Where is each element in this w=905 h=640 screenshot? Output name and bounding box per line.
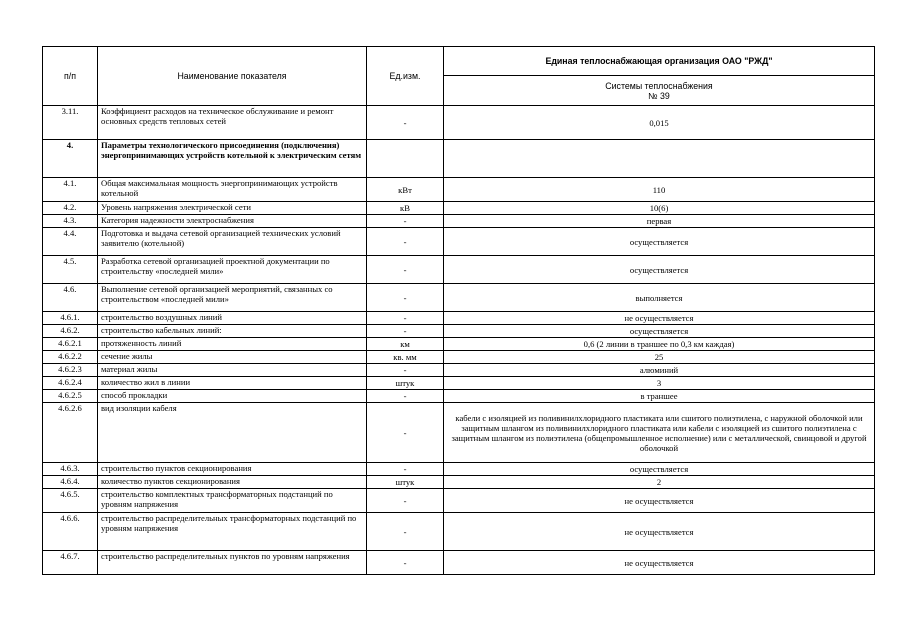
table-row xyxy=(43,228,875,256)
row-name: строительство пунктов секционирования xyxy=(98,463,367,476)
row-name: Выполнение сетевой организацией мероприятий, связанных со строительством «последней мили» xyxy=(98,284,367,312)
row-name: строительство распределительных пунктов по уровням напряжения xyxy=(98,551,367,575)
table-row xyxy=(43,312,875,325)
table-row xyxy=(43,106,875,140)
table-row xyxy=(43,215,875,228)
row-name: строительство распределительных трансформаторных подстанций по уровням напряжения xyxy=(98,513,367,551)
row-name: вид изоляции кабеля xyxy=(98,403,367,463)
row-value: осуществляется xyxy=(444,256,875,284)
row-unit: кв. мм xyxy=(367,351,444,364)
row-num: 4.1. xyxy=(43,178,98,202)
row-unit: - xyxy=(367,312,444,325)
row-unit: кВт xyxy=(367,178,444,202)
row-unit: - xyxy=(367,106,444,140)
table-row xyxy=(43,463,875,476)
table-row xyxy=(43,202,875,215)
row-num: 4.6. xyxy=(43,284,98,312)
row-unit: - xyxy=(367,256,444,284)
row-num: 4.2. xyxy=(43,202,98,215)
row-value: выполняется xyxy=(444,284,875,312)
row-unit: - xyxy=(367,489,444,513)
indicators-table xyxy=(42,46,875,575)
row-value: не осуществляется xyxy=(444,489,875,513)
row-num: 4.3. xyxy=(43,215,98,228)
table-row xyxy=(43,338,875,351)
row-num: 4.6.2.5 xyxy=(43,390,98,403)
row-unit: км xyxy=(367,338,444,351)
row-value: алюминий xyxy=(444,364,875,377)
row-unit xyxy=(367,140,444,178)
table-row xyxy=(43,178,875,202)
row-value: не осуществляется xyxy=(444,551,875,575)
row-unit: штук xyxy=(367,476,444,489)
row-num: 4. xyxy=(43,140,98,178)
header-system-line1: Системы теплоснабжения xyxy=(605,80,713,91)
row-value: кабели с изоляцией из поливинилхлоридного пластиката или сшитого полиэтилена, с наружной оболочкой или защитным шлангом из поливинилхлоридного пластиката или кабели с изоляцией из сшитого полиэтилена с защитным шлангом из полиэтилена (общепромышленное исполнение) или с металлической, свинцовой и другой оболочкой xyxy=(444,403,875,463)
table-row xyxy=(43,403,875,463)
row-value: осуществляется xyxy=(444,463,875,476)
row-num: 3.11. xyxy=(43,106,98,140)
row-num: 4.6.2.6 xyxy=(43,403,98,463)
row-value: первая xyxy=(444,215,875,228)
row-unit: - xyxy=(367,551,444,575)
table-row xyxy=(43,489,875,513)
table-row xyxy=(43,284,875,312)
table-row xyxy=(43,140,875,178)
row-name: протяженность линий xyxy=(98,338,367,351)
table-row xyxy=(43,325,875,338)
row-value: в траншее xyxy=(444,390,875,403)
row-num: 4.6.2.3 xyxy=(43,364,98,377)
row-name: Параметры технологического присоединения (подключения) энергопринимающих устройств котельной к электрическим сетям xyxy=(98,140,367,178)
row-value: 110 xyxy=(444,178,875,202)
row-unit: - xyxy=(367,284,444,312)
row-unit: - xyxy=(367,463,444,476)
row-value: 10(6) xyxy=(444,202,875,215)
row-unit: - xyxy=(367,325,444,338)
row-name: Разработка сетевой организацией проектной документации по строительству «последней мили» xyxy=(98,256,367,284)
row-value: не осуществляется xyxy=(444,312,875,325)
row-unit: - xyxy=(367,228,444,256)
header-name: Наименование показателя xyxy=(98,47,367,106)
table-row xyxy=(43,551,875,575)
row-unit: - xyxy=(367,403,444,463)
header-num: п/п xyxy=(43,47,98,106)
row-value: осуществляется xyxy=(444,325,875,338)
row-num: 4.6.4. xyxy=(43,476,98,489)
row-name: Коэффициент расходов на техническое обслуживание и ремонт основных средств тепловых сетей xyxy=(98,106,367,140)
header-unit: Ед.изм. xyxy=(367,47,444,106)
row-value: не осуществляется xyxy=(444,513,875,551)
row-num: 4.6.5. xyxy=(43,489,98,513)
table-row xyxy=(43,256,875,284)
row-value: 25 xyxy=(444,351,875,364)
table-row xyxy=(43,476,875,489)
row-name: Общая максимальная мощность энергопринимающих устройств котельной xyxy=(98,178,367,202)
row-name: Подготовка и выдача сетевой организацией технических условий заявителю (котельной) xyxy=(98,228,367,256)
row-name: строительство воздушных линий xyxy=(98,312,367,325)
row-num: 4.6.1. xyxy=(43,312,98,325)
row-unit: кВ xyxy=(367,202,444,215)
row-name: Уровень напряжения электрической сети xyxy=(98,202,367,215)
row-unit: - xyxy=(367,215,444,228)
row-value: 3 xyxy=(444,377,875,390)
row-num: 4.6.7. xyxy=(43,551,98,575)
table-row xyxy=(43,390,875,403)
row-name: строительство комплектных трансформаторных подстанций по уровням напряжения xyxy=(98,489,367,513)
row-name: сечение жилы xyxy=(98,351,367,364)
row-unit: - xyxy=(367,513,444,551)
row-num: 4.4. xyxy=(43,228,98,256)
table-row xyxy=(43,513,875,551)
row-name: количество жил в линии xyxy=(98,377,367,390)
header-system-line2: № 39 xyxy=(648,90,670,101)
row-num: 4.6.6. xyxy=(43,513,98,551)
row-unit: - xyxy=(367,364,444,377)
table-row xyxy=(43,377,875,390)
row-num: 4.6.3. xyxy=(43,463,98,476)
table-row xyxy=(43,364,875,377)
row-name: способ прокладки xyxy=(98,390,367,403)
table-row xyxy=(43,351,875,364)
row-value: 0,015 xyxy=(444,106,875,140)
row-value: 2 xyxy=(444,476,875,489)
row-unit: штук xyxy=(367,377,444,390)
row-value: осуществляется xyxy=(444,228,875,256)
row-name: материал жилы xyxy=(98,364,367,377)
row-value: 0,6 (2 линии в траншее по 0,3 км каждая) xyxy=(444,338,875,351)
row-num: 4.6.2.4 xyxy=(43,377,98,390)
row-num: 4.6.2. xyxy=(43,325,98,338)
row-num: 4.6.2.1 xyxy=(43,338,98,351)
row-num: 4.6.2.2 xyxy=(43,351,98,364)
row-unit: - xyxy=(367,390,444,403)
row-name: строительство кабельных линий: xyxy=(98,325,367,338)
row-name: Категория надежности электроснабжения xyxy=(98,215,367,228)
header-system xyxy=(444,76,875,106)
header-org: Единая теплоснабжающая организация ОАО "РЖД" xyxy=(444,47,875,76)
row-value xyxy=(444,140,875,178)
row-name: количество пунктов секционирования xyxy=(98,476,367,489)
row-num: 4.5. xyxy=(43,256,98,284)
